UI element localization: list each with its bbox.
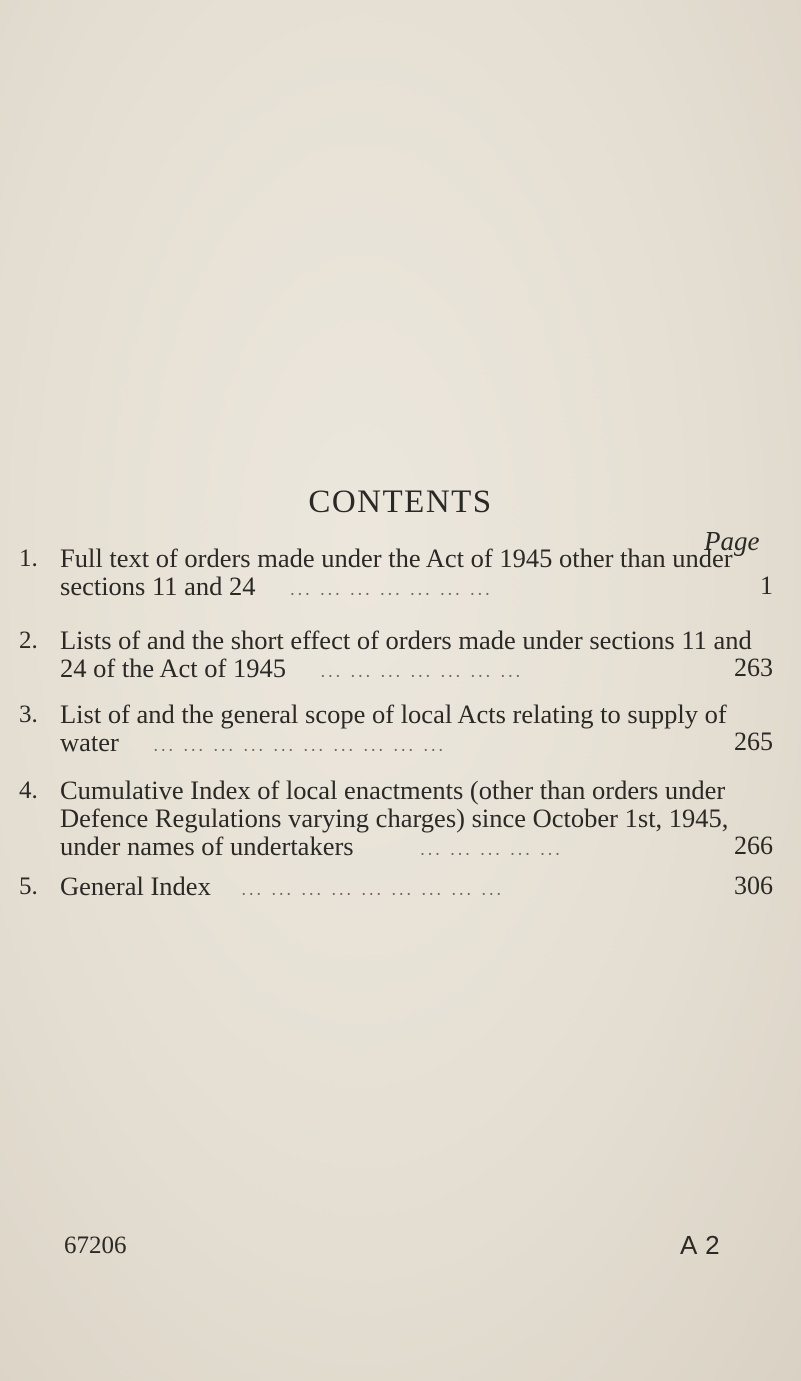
entry-number: 3. — [19, 701, 38, 728]
entry-line: Lists of and the short effect of orders made under sections 11 and — [60, 625, 752, 655]
footer-print-code: 67206 — [64, 1232, 127, 1259]
entry-page-number: 265 — [734, 727, 773, 756]
entry-last-line — [60, 832, 740, 860]
entry-page-number: 306 — [734, 871, 773, 900]
dot-leader: ... ... ... ... ... ... ... ... ... — [241, 879, 504, 899]
entry-last-line — [60, 728, 740, 756]
entry-line: Cumulative Index of local enactments (other than orders under — [60, 775, 726, 805]
entry-line: List of and the general scope of local Acts relating to supply of — [60, 699, 727, 729]
entry-last-line — [60, 572, 740, 600]
entry-line: Full text of orders made under the Act of 1945 other than under — [60, 543, 733, 573]
contents-title: CONTENTS — [308, 484, 493, 520]
dot-leader: ... ... ... ... ... ... ... — [320, 661, 524, 681]
entry-last-line-text: under names of undertakers — [60, 831, 354, 861]
dot-leader: ... ... ... ... ... ... ... — [290, 579, 493, 599]
entry-text — [60, 544, 740, 600]
entry-last-line-text: sections 11 and 24 — [60, 571, 256, 601]
entry-number: 2. — [19, 627, 38, 654]
entry-text — [60, 625, 752, 683]
entry-last-line — [60, 654, 740, 682]
entry-number: 5. — [19, 873, 38, 900]
entry-last-line-text: General Index — [60, 871, 211, 901]
entry-page-number: 266 — [734, 831, 773, 860]
entry-line: Defence Regulations varying charges) since October 1st, 1945, — [60, 803, 729, 833]
entry-text — [60, 776, 740, 860]
entry-page-number: 1 — [760, 571, 773, 600]
dot-leader: ... ... ... ... ... — [420, 839, 563, 859]
footer-signature-mark: A 2 — [680, 1230, 721, 1260]
entry-last-line — [60, 872, 740, 900]
dot-leader: ... ... ... ... ... ... ... ... ... ... — [153, 735, 446, 755]
page-column-header: Page — [704, 526, 760, 556]
entry-number: 4. — [19, 777, 38, 804]
entry-last-line-text: water — [60, 727, 119, 757]
entry-text — [60, 872, 740, 900]
entry-page-number: 263 — [734, 653, 773, 682]
entry-number: 1. — [19, 545, 38, 572]
entry-text — [60, 700, 740, 756]
entry-last-line-text: 24 of the Act of 1945 — [60, 653, 286, 683]
